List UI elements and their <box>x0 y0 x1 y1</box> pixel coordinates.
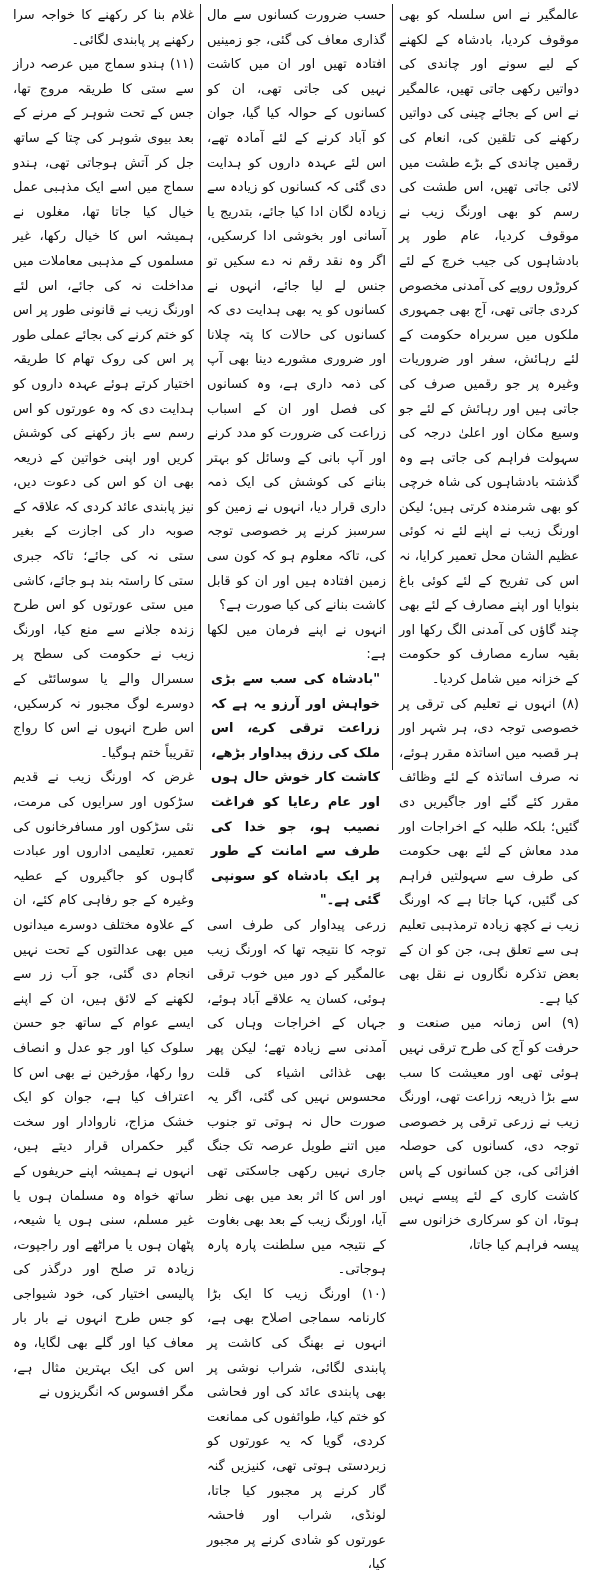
paragraph: انہوں نے اپنے فرمان میں لکھا ہے: <box>207 622 386 663</box>
paragraph: عالمگیر نے اس سلسلہ کو بھی موقوف کردیا، بادشاہ کے لکھنے کے لیے سونے اور چاندی کی دواتیں رکھی جاتی تھیں، عالمگیر نے اس کے بجائے چینی کی دواتیں رکھنے کی تلقین کی، انعام کی رقمیں چاندی کے بڑے طشت میں لائی جاتی تھیں، اس طشت کی رسم کو بھی اورنگ زیب نے موقوف کردیا، عام طور پر بادشاہوں کی جیب خرچ کے لئے کروڑوں روپے کی آمدنی مخصوص کردی جاتی تھی، آج بھی جمہوری ملکوں میں سربراہ حکومت کے لئے رہائش، سفر اور ضروریات وغیرہ پر جو رقمیں صرف کی جاتی ہیں اور رہائش کے لئے جو وسیع مکان اور اعلیٰ درجہ کی سہولت فراہم کی جاتی ہے وہ گذشتہ بادشاہوں کی شاہ خرچی کو بھی شرمندہ کرتی ہیں؛ لیکن اورنگ زیب نے اپنے لئے نہ کوئی عظیم الشان محل تعمیر کرایا، نہ اس کی تفریح کے لئے کوئی باغ بنوایا اور اپنے مصارف کے لئے بھی چند گاؤں کی آمدنی الگ رکھا اور بقیہ سارے مصارف کو حکومت کے خزانہ میں شامل کردیا۔ <box>398 8 579 688</box>
paragraph: حسب ضرورت کسانوں سے مال گذاری معاف کی گئی، جو زمینیں افتادہ تھیں اور ان میں کاشت نہیں کی جاتی تھی، ان کو کسانوں کے حوالہ کیا گیا، جوان کو آباد کرنے کے لئے آمادہ تھے، اس لئے عہدہ داروں کو ہدایت دی گئی کہ کسانوں کو زیادہ سے زیادہ لگان ادا کیا جائے، بتدریج یا آسانی اور بخوشی ادا کرسکیں، اگر وہ نقد رقم نہ دے سکیں تو جنس لے لیا جائے، انہوں نے کسانوں کو یہ بھی ہدایت دی کہ کسانوں کی حالات کا پتہ چلانا اور ضروری مشورے دینا بھی آپ کی ذمہ داری ہے، وہ کسانوں کی فصل اور ان کے اسباب زراعت کی ضرورت کو مدد کرنے اور آپ بانی کے وسائل کو بہتر بنانے کی کوشش کی ایک ذمہ داری قرار دیا، انہوں نے زمین کو سرسبز کرنے پر خصوصی توجہ کی، تاکہ معلوم ہو کہ کون سی زمین افتادہ ہیں اور ان کو قابل کاشت بنانے کی کیا صورت ہے؟ <box>207 8 386 614</box>
paragraph: (۱۰) اورنگ زیب کا ایک بڑا کارنامہ سماجی اصلاح بھی ہے، انہوں نے بھنگ کی کاشت پر پابندی لگائی، شراب نوشی پر بھی پابندی عائد کی اور فحاشی کو ختم کیا، طوائفوں کی ممانعت کردی، گویا کہ یہ عورتوں کو زبردستی ہوتی تھی، کنیزیں گنہ گار کرنے پر مجبور کیا جاتا، لونڈی، شراب اور فاحشہ عورتوں کو شادی کرنے پر مجبور کیا، <box>207 1286 386 1573</box>
paragraph: (۹) اس زمانہ میں صنعت و حرفت کو آج کی طرح ترقی نہیں ہوئی تھی اور معیشت کا سب سے بڑا ذریعہ زراعت تھی، اورنگ زیب نے زرعی ترقی پر خصوصی توجہ دی، کسانوں کی حوصلہ افزائی کی، جن کسانوں کے پاس کاشت کاری کے لئے پیسے نہیں ہوتا، ان کو سرکاری خزانوں سے پیسہ فراہم کیا جاتا، <box>399 1016 579 1253</box>
text-column-left <box>7 4 200 1401</box>
paragraph: غلام بنا کر رکھنے کا خواجہ سرا رکھنے پر پابندی لگائی۔ <box>13 8 194 48</box>
paragraph: زرعی پیداوار کی طرف اسی توجہ کا نتیجہ تھا کہ اورنگ زیب عالمگیر کے دور میں خوب ترقی ہوئی، کسان یہ علاقے آباد ہوئے، جہاں کے اخراجات وہاں کی آمدنی سے زیادہ تھے؛ لیکن پھر بھی غذائی اشیاء کی قلت محسوس نہیں کی گئی، اگر یہ صورت حال نہ ہوتی تو جنوب میں اتنے طویل عرصہ تک جنگ جاری نہیں رکھی جاسکتی تھی اور اس کا اثر بعد میں بھی نظر آیا، اورنگ زیب کے بعد بھی بغاوت کے نتیجہ میں سلطنت پارہ پارہ ہوجاتی۔ <box>207 917 386 1278</box>
paragraph: (۱۱) ہندو سماج میں عرصہ دراز سے ستی کا طریقہ مروج تھا، جس کے تحت شوہر کے مرنے کے بعد بیوی شوہر کی چتا کے ساتھ جل کر آتش ہوجاتی تھی، ہندو سماج میں اسے ایک مذہبی عمل خیال کیا جاتا تھا، مغلوں نے ہمیشہ اس کا خیال رکھا، غیر مسلموں کے مذہبی معاملات میں مداخلت نہ کی جائے، اس لئے اورنگ زیب نے قانونی طور پر اس کو ختم کرنے کی بجائے عملی طور پر اس کی روک تھام کا طریقہ اختیار کرتے ہوئے عہدہ داروں کو ہدایت دی کہ وہ عورتوں کو اس رسم سے باز رکھنے کی کوشش کریں اور اپنی خواتین کے ذریعہ بھی ان کو اس کی دعوت دیں، نیز پابندی عائد کردی کہ علاقہ کے صوبہ دار کی اجازت کے بغیر ستی نہ کی جائے؛ تاکہ جبری ستی کا راستہ بند ہو جائے، کاشی میں ستی عورتوں کو اس طرح زندہ جلانے سے منع کیا، اورنگ زیب نے حکومت کی سطح پر سسرال والے یا سوسائٹی کے دوسرے لوگ مجبور نہ کرسکیں، اس طرح انہوں نے اس کا رواج تقریباً ختم ہوگیا۔ <box>13 57 194 761</box>
paragraph: (۸) انہوں نے تعلیم کی ترقی پر خصوصی توجہ دی، ہر شہر اور ہر قصبہ میں اساتذہ مقرر ہوئے، نہ صرف اساتذہ کے لئے وظائف مقرر کئے گئے اور جاگیریں دی گئیں؛ بلکہ طلبہ کے اخراجات اور مدد معاش کے لئے بھی حکومت کی طرف سے سہولتیں فراہم کی گئیں، کہا جاتا ہے کہ اورنگ زیب نے کچھ زیادہ ترمذہبی تعلیم ہی سے تعلق ہی، جن کو ان کے بعض تذکرہ نگاروں نے نقل بھی کیا ہے۔ <box>399 696 579 1007</box>
text-column-right <box>393 4 585 1253</box>
text-column-middle <box>200 4 393 1573</box>
paragraph: غرض کہ اورنگ زیب نے قدیم سڑکوں اور سرایوں کی مرمت، نئی سڑکوں اور مسافرخانوں کی تعمیر، تعلیمی اداروں اور عبادت گاہوں کو جاگیروں کے عطیہ وغیرہ کے جو رفاہی کام کئے، ان کے علاوہ مختلف دوسرے میدانوں میں بھی عدالتوں کے تحت نہیں انجام دی گئی، جو آب زر سے لکھنے کے لائق ہیں، ان کے اپنے ایسے عوام کے ساتھ جو حسن سلوک کیا اور جو عدل و انصاف روا رکھا، مؤرخین نے بھی اس کا اعتراف کیا ہے، جوان کو ایک خشک مزاج، ناروادار اور سخت گیر حکمراں قرار دیتے ہیں، انہوں نے ہمیشہ اپنے حریفوں کے ساتھ خواہ وہ مسلمان ہوں یا غیر مسلم، سنی ہوں یا شیعہ، پٹھان ہوں یا مراٹھے اور راجپوت، زیادہ تر صلح اور درگذر کی پالیسی اختیار کی، خود شیواجی کو جس طرح انہوں نے بار بار معاف کیا اور گلے بھی لگایا، وہ اس کی ایک بہترین مثال ہے، مگر افسوس کہ انگریزوں نے <box>13 770 194 1401</box>
block-quote: "بادشاہ کی سب سے بڑی خواہش اور آرزو یہ ہے کہ زراعت ترقی کرے، اس ملک کی رزق پیداوار بڑھے، کاشت کار خوش حال ہوں اور عام رعایا کو فراغت نصیب ہو، جو خدا کی طرف سے امانت کے طور پر ایک بادشاہ کو سونپی گئی ہے۔" <box>211 672 380 909</box>
